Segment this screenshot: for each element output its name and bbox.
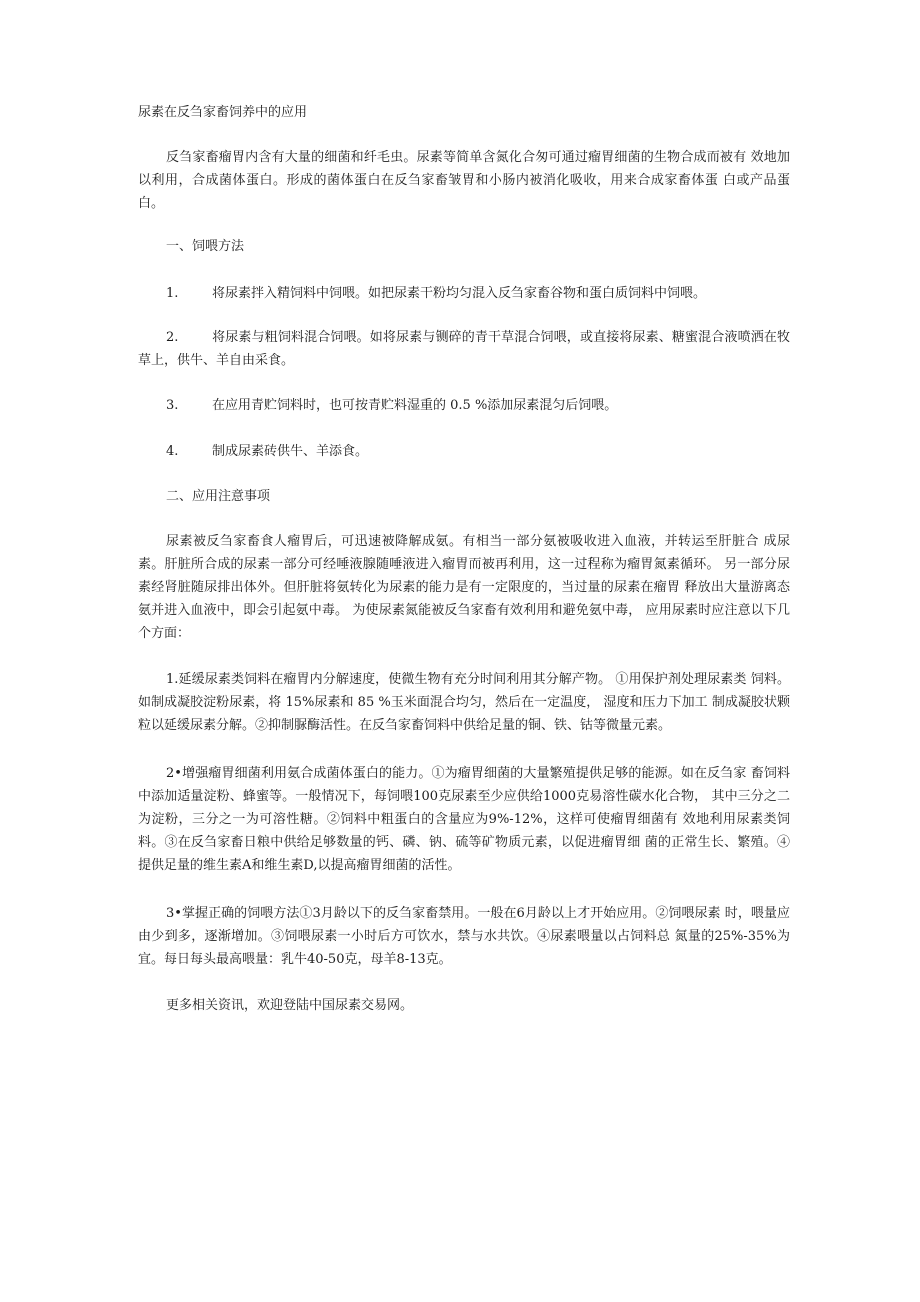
- item-number: 1.: [166, 286, 179, 301]
- footer-paragraph: 更多相关资讯，欢迎登陆中国尿素交易网。: [166, 998, 414, 1013]
- precaution-point-2: 2•增强瘤胃细菌利用氨合成菌体蛋白的能力。①为瘤胃细菌的大量繁殖提供足够的能源。如在反刍家 畜饲料中添加适量淀粉、蜂蜜等。一般情况下，每饲喂100克尿素至少应供给1000克易溶性碳水化合物， 其中三分之二为淀粉，三分之一为可溶性糖。②饲料中粗蛋白的含量应为9%-12%，这样可使瘤胃细菌有 效地利用尿素类饲料。③在反刍家畜日粮中供给足够数量的钙、磷、钠、硫等矿物质元素，以促进瘤胃细 菌的正常生长、繁殖。④提供足量的维生素A和维生素D,以提高瘤胃细菌的活性。: [138, 766, 790, 873]
- feeding-method-item-4: [138, 440, 790, 463]
- item-text: 在应用青贮饲料时，也可按青贮料湿重的 0.5 %添加尿素混匀后饲喂。: [212, 398, 618, 413]
- feeding-method-item-1: [138, 282, 790, 305]
- item-number: 2.: [166, 330, 179, 345]
- precaution-point-3: 3•掌握正确的饲喂方法①3月龄以下的反刍家畜禁用。一般在6月龄以上才开始应用。②饲喂尿素 时，喂量应由少到多，逐渐增加。③饲喂尿素一小时后方可饮水，禁与水共饮。④尿素喂量以占饲料总 氮量的25%-35%为宜。每日每头最高喂量：乳牛40-50克，母羊8-13克。: [138, 906, 790, 967]
- feeding-method-item-3: [138, 394, 790, 417]
- item-text: 将尿素与粗饲料混合饲喂。如将尿素与铡碎的青干草混合饲喂，或直接将尿素、糖蜜混合液喷洒在牧草上，供牛、羊自由采食。: [138, 330, 790, 368]
- feeding-method-item-2: [138, 326, 790, 372]
- intro-paragraph: 反刍家畜瘤胃内含有大量的细菌和纤毛虫。尿素等简单含氮化合匆可通过瘤胃细菌的生物合成而被有 效地加以利用，合成菌体蛋白。形成的菌体蛋白在反刍家畜皱胃和小肠内被消化吸收，用来合成家畜体蛋 白或产品蛋白。: [138, 150, 790, 211]
- section-heading-precautions: 二、应用注意事项: [166, 489, 271, 504]
- precautions-intro-paragraph: 尿素被反刍家畜食人瘤胃后，可迅速被降解成氨。有相当一部分氨被吸收进入血液，并转运至肝脏合 成尿素。肝脏所合成的尿素一部分可经唾液腺随唾液进入瘤胃而被再利用，这一过程称为瘤胃氮素循环。 另一部分尿素经肾脏随尿排出体外。但肝脏将氨转化为尿素的能力是有一定限度的，当过量的尿素在瘤胃 释放出大量游离态氨并进入血液中，即会引起氨中毒。 为使尿素氮能被反刍家畜有效利用和避免氨中毒， 应用尿素时应注意以下几个方面：: [138, 534, 790, 641]
- item-number: 3.: [166, 398, 179, 413]
- item-text: 制成尿素砖供牛、羊添食。: [212, 444, 369, 459]
- document-title: 尿素在反刍家畜饲养中的应用: [138, 105, 308, 120]
- precaution-point-1: 1.延缓尿素类饲料在瘤胃内分解速度，使微生物有充分时间利用其分解产物。 ①用保护剂处理尿素类 饲料。如制成凝胶淀粉尿素，将 15%尿素和 85 %玉米面混合均匀，然后在一定温度， 湿度和压力下加工 制成凝胶状颗粒以延缓尿素分解。②抑制脲酶活性。在反刍家畜饲料中供给足量的铜、铁、钴等微量元素。: [138, 672, 790, 733]
- section-heading-feeding-methods: 一、饲喂方法: [166, 239, 245, 254]
- item-number: 4.: [166, 444, 179, 459]
- item-text: 将尿素拌入精饲料中饲喂。如把尿素干粉均匀混入反刍家畜谷物和蛋白质饲料中饲喂。: [212, 286, 707, 301]
